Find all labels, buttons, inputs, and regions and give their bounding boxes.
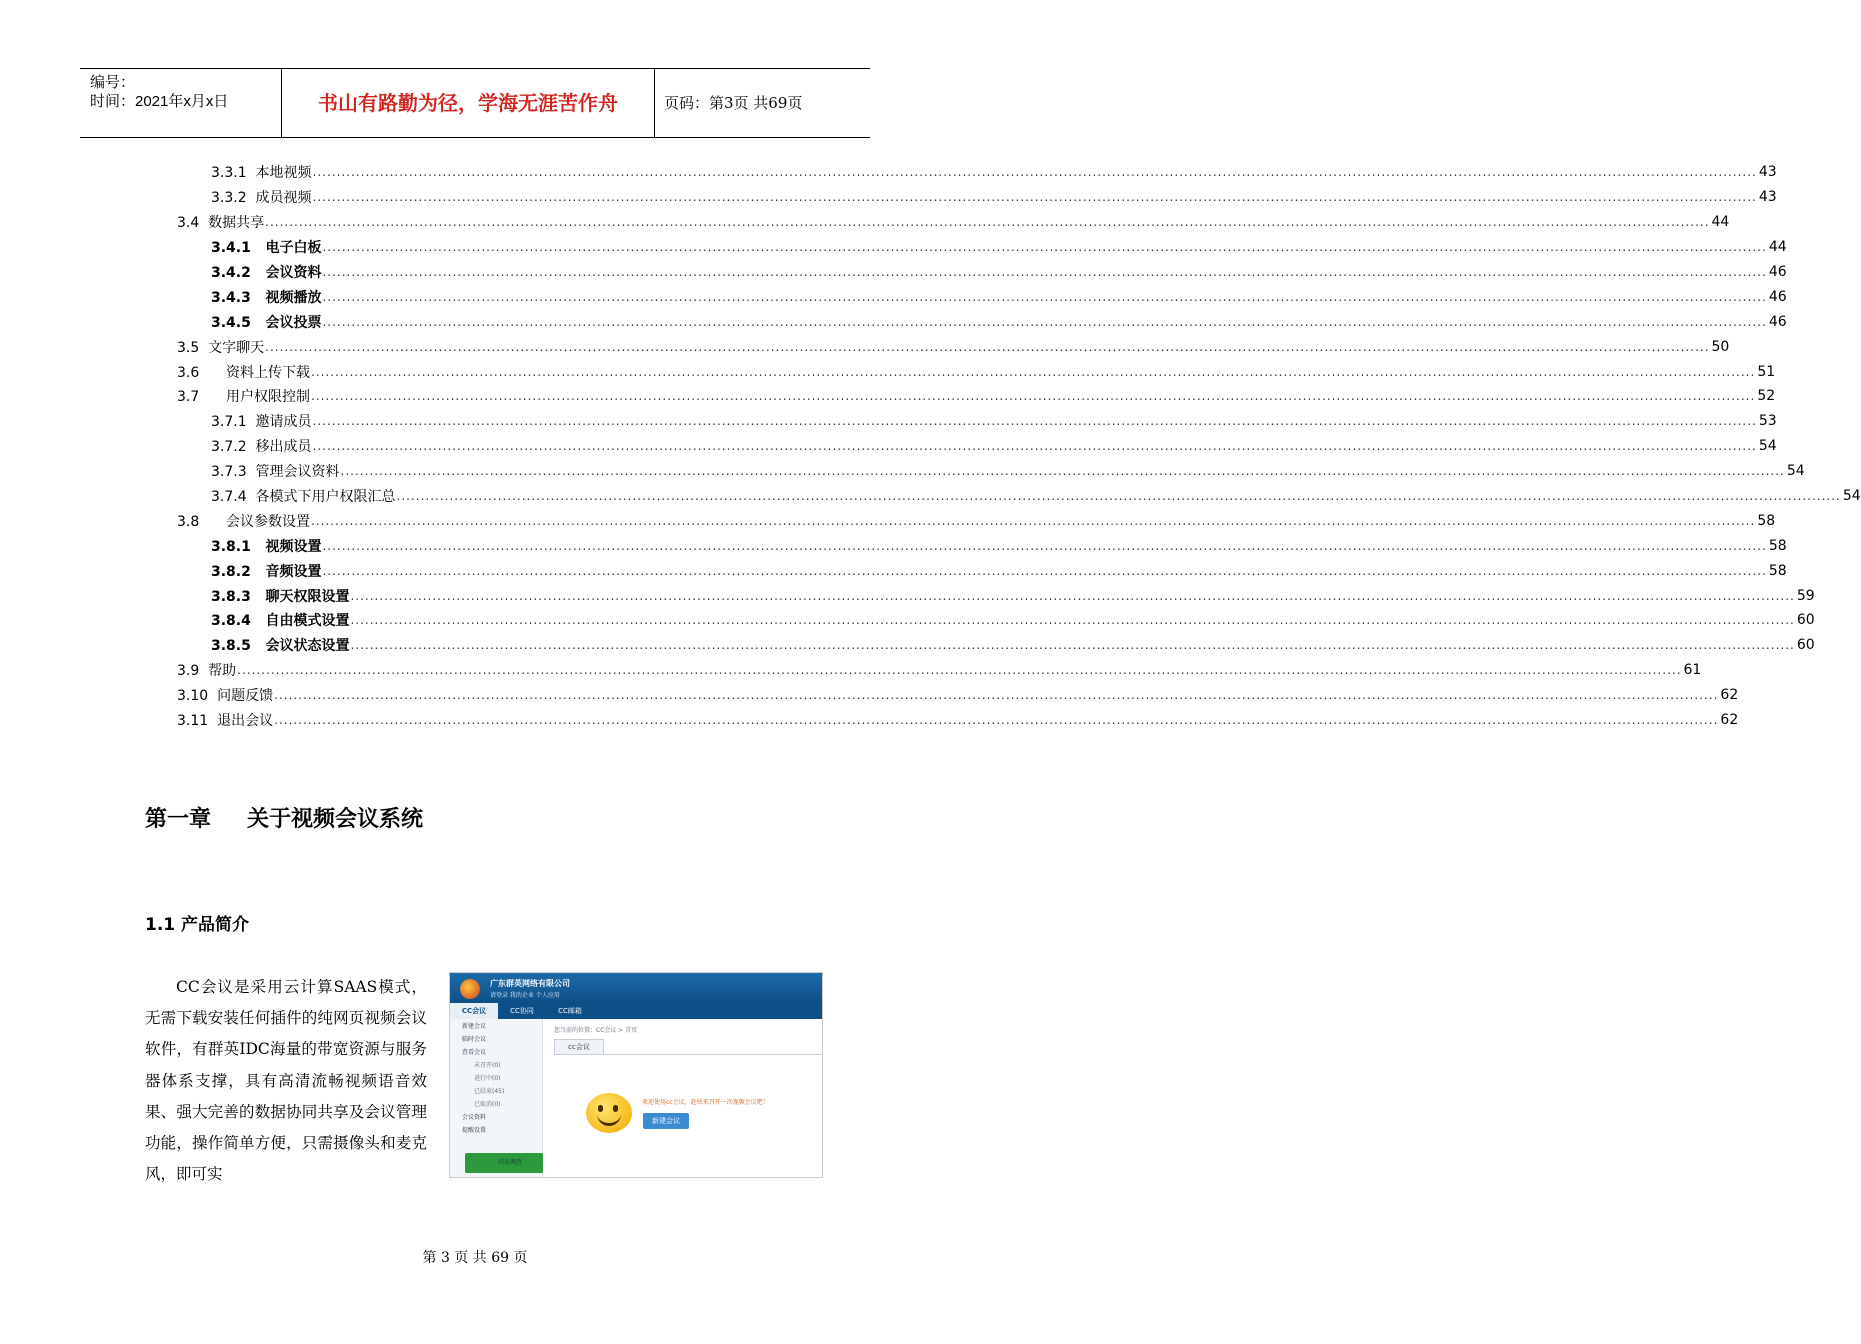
sidebar-sub-ongoing[interactable]: 进行中(0) [474,1075,501,1082]
page-footer: 第 3 页 共 69 页 [422,1250,528,1266]
toc-entry[interactable] [177,683,1739,708]
toc-entry-label: 3.7.2 移出成员 [211,436,313,456]
toc-entry-page: 43 [1758,189,1777,206]
toc-leader-dots: ............................................................................................................................................................................................................................................................................................................ [322,265,1767,279]
toc-entry-label: 3.8.4 自由模式设置 [211,610,350,630]
toc-entry-label: 3.11 退出会议 [177,710,274,730]
toc-entry-label: 3.4.5 会议投票 [211,312,322,332]
chapter-title: 关于视频会议系统 [247,807,424,832]
toc-entry-page: 61 [1683,662,1702,679]
toc-entry-label: 3.8.3 聊天权限设置 [211,586,350,606]
toc-entry-page: 43 [1758,164,1777,181]
toc-entry-label: 3.7 用户权限控制 [177,386,311,406]
toc-entry-label: 3.8.1 视频设置 [211,536,322,556]
tab-cc-mail[interactable]: CC邮箱 [558,1007,582,1015]
doc-date: 时间：2021年x月x日 [90,93,229,110]
toc-entry[interactable] [177,708,1739,733]
table-of-contents [177,160,1861,732]
company-logo [460,979,480,999]
toc-leader-dots: ............................................................................................................................................................................................................................................................................................................ [322,240,1767,255]
toc-entry[interactable] [177,384,1776,409]
header-motto: 书山有路勤为径，学海无涯苦作舟 [282,69,655,137]
toc-entry[interactable] [177,608,1815,633]
toc-entry[interactable] [177,235,1787,260]
toc-entry[interactable] [177,658,1702,683]
toc-entry[interactable] [177,508,1776,533]
toc-entry-page: 58 [1768,562,1787,579]
toc-entry-page: 59 [1796,587,1815,604]
survey-button[interactable]: 问卷调查 [465,1153,543,1173]
toc-leader-dots: ............................................................................................................................................................................................................................................................................................................ [310,389,1756,404]
toc-leader-dots: ............................................................................................................................................................................................................................................................................................................ [265,339,1710,354]
toc-entry-page: 46 [1768,288,1787,305]
toc-entry[interactable] [177,185,1777,210]
chapter-number: 第一章 [145,807,212,832]
toc-leader-dots: ............................................................................................................................................................................................................................................................................................................ [322,563,1767,578]
toc-entry[interactable] [177,484,1861,509]
toc-entry-label: 3.8.5 会议状态设置 [211,635,350,655]
toc-entry[interactable] [177,359,1776,384]
sidebar-item-temp[interactable]: 临时会议 [462,1036,487,1043]
toc-leader-dots: ............................................................................................................................................................................................................................................................................................................ [274,713,1719,728]
toc-entry[interactable] [177,434,1777,459]
app-tabs [450,1003,822,1019]
toc-entry-label: 3.9 帮助 [177,660,237,680]
toc-entry-page: 62 [1720,687,1739,704]
tab-cc-meeting[interactable]: CC会议 [450,1003,498,1019]
toc-entry-page: 52 [1757,388,1776,405]
toc-entry[interactable] [177,409,1777,434]
app-sidebar [450,1019,543,1177]
toc-entry-label: 3.3.1 本地视频 [211,162,313,182]
new-meeting-button[interactable]: 新建会议 [643,1113,689,1129]
toc-entry-page: 44 [1768,239,1787,256]
sidebar-sub-ended[interactable]: 已结束(45) [474,1088,505,1095]
toc-entry[interactable] [177,633,1815,658]
toc-leader-dots: ............................................................................................................................................................................................................................................................................................................ [310,364,1756,379]
chapter-heading [145,802,423,833]
toc-entry-page: 60 [1796,637,1815,654]
intro-paragraph [145,972,427,1190]
section-heading: 1.1 产品简介 [145,915,250,935]
tab-cc-collab[interactable]: CC协同 [510,1007,534,1015]
toc-leader-dots: ............................................................................................................................................................................................................................................................................................................ [322,538,1767,553]
toc-entry-page: 58 [1768,537,1787,554]
toc-leader-dots: ............................................................................................................................................................................................................................................................................................................ [274,688,1719,703]
toc-leader-dots: ............................................................................................................................................................................................................................................................................................................ [350,638,1795,653]
sidebar-item-reminder[interactable]: 提醒设置 [462,1127,487,1134]
toc-entry[interactable] [177,284,1787,309]
toc-leader-dots: ............................................................................................................................................................................................................................................................................................................ [312,165,1757,180]
toc-leader-dots: ............................................................................................................................................................................................................................................................................................................ [340,464,1785,479]
toc-leader-dots: ............................................................................................................................................................................................................................................................................................................ [396,489,1841,504]
toc-entry[interactable] [177,533,1787,558]
toc-entry-label: 3.8 会议参数设置 [177,511,311,531]
toc-entry-page: 54 [1758,438,1777,455]
toc-entry[interactable] [177,558,1787,583]
toc-entry[interactable] [177,334,1730,359]
page-header [80,68,870,138]
tab-divider [554,1054,822,1055]
company-name: 广东群英网络有限公司 [490,979,570,988]
toc-entry-page: 46 [1768,313,1787,330]
sidebar-sub-pending[interactable]: 未召开(0) [474,1062,501,1069]
toc-entry-page: 54 [1786,463,1805,480]
doc-number: 编号： [90,74,136,91]
toc-leader-dots: ............................................................................................................................................................................................................................................................................................................ [350,588,1795,603]
toc-leader-dots: ............................................................................................................................................................................................................................................................................................................ [310,513,1756,528]
toc-entry-page: 51 [1757,363,1776,380]
welcome-text: 欢迎使用cc会议，赶快来召开一次视频会议吧！ [642,1099,769,1106]
toc-leader-dots: ............................................................................................................................................................................................................................................................................................................ [265,215,1710,230]
product-screenshot [449,972,823,1178]
toc-entry[interactable] [177,210,1730,235]
toc-entry-label: 3.10 问题反馈 [177,685,274,705]
page-tab[interactable]: cc会议 [554,1039,604,1055]
toc-entry-label: 3.6 资料上传下载 [177,362,311,382]
sidebar-item-files[interactable]: 会议资料 [462,1114,487,1121]
header-meta [80,69,282,137]
toc-entry-label: 3.4.2 会议资料 [211,262,322,282]
toc-entry-label: 3.7.4 各模式下用户权限汇总 [211,486,397,506]
toc-entry-label: 3.7.3 管理会议资料 [211,461,341,481]
toc-entry-page: 60 [1796,612,1815,629]
toc-leader-dots: ............................................................................................................................................................................................................................................................................................................ [312,439,1757,454]
toc-entry-page: 62 [1720,712,1739,729]
user-links: 请登录 我的企业 个人应用 [490,992,560,999]
toc-entry[interactable] [177,309,1787,334]
toc-entry-page: 54 [1842,488,1861,505]
toc-entry[interactable] [177,583,1815,608]
toc-entry-label: 3.5 文字聊天 [177,337,265,357]
sidebar-sub-cancelled[interactable]: 已取消(0) [474,1101,501,1108]
toc-entry[interactable] [177,160,1777,185]
toc-leader-dots: ............................................................................................................................................................................................................................................................................................................ [312,190,1757,205]
paragraph-text: CC会议是采用云计算SAAS模式，无需下载安装任何插件的纯网页视频会议软件，有群英IDC海量的带宽资源与服务器体系支撑，具有高清流畅视频语音效果、强大完善的数据协同共享及会议管理功能，操作简单方便，只需摄像头和麦克风，即可实 [145,978,427,1184]
toc-leader-dots: ............................................................................................................................................................................................................................................................................................................ [350,613,1795,628]
toc-entry-page: 50 [1711,338,1730,355]
toc-entry-page: 44 [1711,214,1730,231]
toc-entry-label: 3.7.1 邀请成员 [211,411,313,431]
toc-entry-page: 53 [1758,413,1777,430]
sidebar-item-new[interactable]: 新建会议 [462,1023,487,1030]
toc-entry[interactable] [177,459,1805,484]
header-page-info: 页码：第3页 共69页 [664,94,803,112]
toc-entry[interactable] [177,260,1787,285]
toc-entry-label: 3.4.1 电子白板 [211,237,322,257]
toc-leader-dots: ............................................................................................................................................................................................................................................................................................................ [322,314,1767,329]
app-topbar [450,973,822,1003]
toc-entry-label: 3.3.2 成员视频 [211,187,313,207]
toc-entry-label: 3.8.2 音频设置 [211,561,322,581]
breadcrumb: 您当前的位置：CC会议 > 首页 [554,1027,638,1034]
toc-entry-page: 58 [1757,512,1776,529]
sidebar-item-view[interactable]: 查看会议 [462,1049,487,1056]
toc-leader-dots: ............................................................................................................................................................................................................................................................................................................ [237,663,1682,678]
smiley-icon [586,1093,632,1133]
toc-entry-label: 3.4 数据共享 [177,212,265,232]
toc-entry-page: 46 [1768,264,1787,280]
toc-leader-dots: ............................................................................................................................................................................................................................................................................................................ [322,289,1767,304]
toc-entry-label: 3.4.3 视频播放 [211,287,322,307]
toc-leader-dots: ............................................................................................................................................................................................................................................................................................................ [312,414,1757,429]
